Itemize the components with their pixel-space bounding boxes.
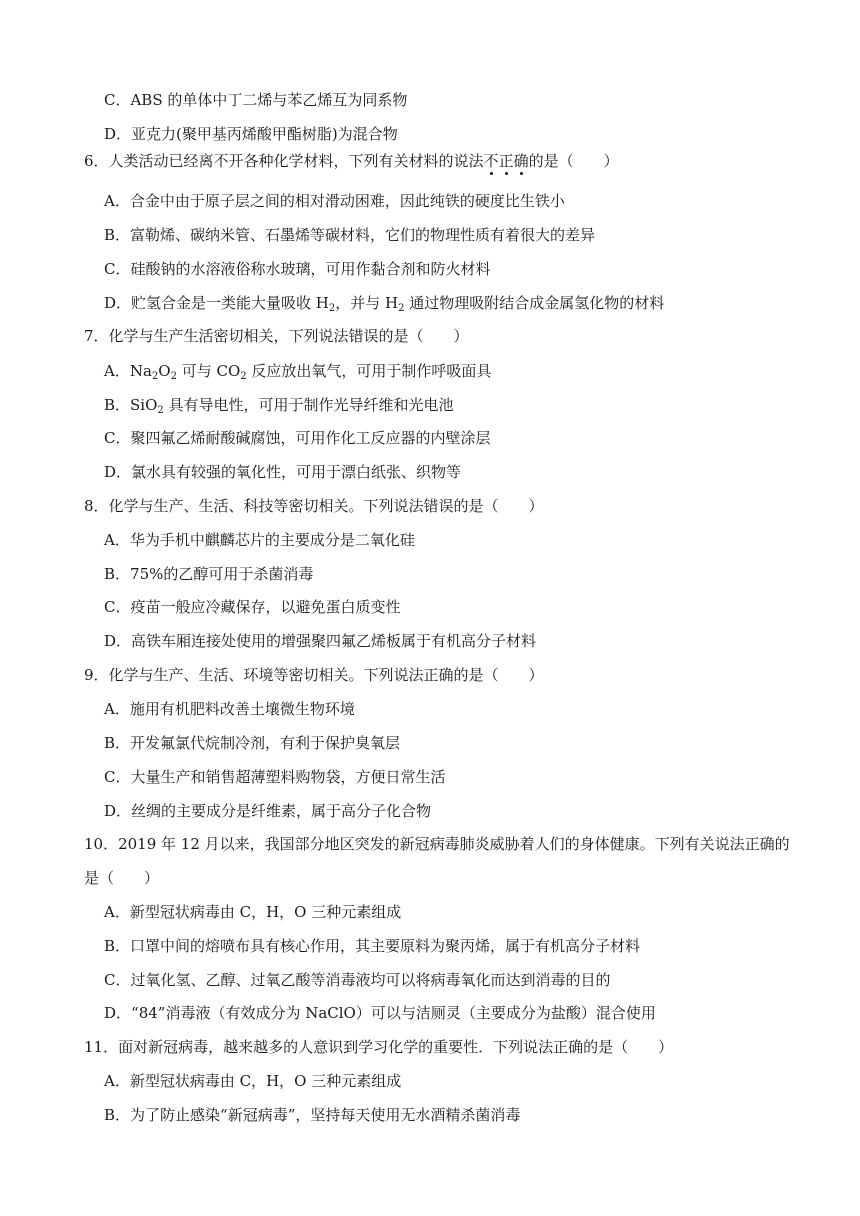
text-run: O xyxy=(158,362,171,380)
option-6b: B．富勒烯、碳纳米管、石墨烯等碳材料，它们的物理性质有着很大的差异 xyxy=(104,226,596,244)
question-10: 10．2019 年 12 月以来，我国部分地区突发的新冠病毒肺炎威胁着人们的身体健康。下列有关说法正确的 xyxy=(84,835,790,853)
text-run: A．Na xyxy=(104,362,152,380)
emphasis-char: 确 xyxy=(513,152,529,170)
option-9b: B．开发氟氯代烷制冷剂，有利于保护臭氧层 xyxy=(104,734,401,752)
question-11: 11．面对新冠病毒，越来越多的人意识到学习化学的重要性．下列说法正确的是（ ） xyxy=(84,1038,674,1056)
option-7d: D．氯水具有较强的氧化性，可用于漂白纸张、织物等 xyxy=(104,463,462,481)
option-10b: B．口罩中间的熔喷布具有核心作用，其主要原料为聚丙烯，属于有机高分子材料 xyxy=(104,937,641,955)
subscript: 2 xyxy=(151,371,159,382)
text-run: 可与 CO xyxy=(176,362,241,380)
subscript: 2 xyxy=(328,303,336,314)
option-8a: A．华为手机中麒麟芯片的主要成分是二氧化硅 xyxy=(104,531,415,549)
text-run: D．贮氢合金是一类能大量吸收 H xyxy=(104,294,329,312)
question-6-tail: 的是（ ） xyxy=(528,152,619,170)
text-run: 反应放出氧气，可用于制作呼吸面具 xyxy=(246,362,492,380)
question-7: 7．化学与生产生活密切相关，下列说法错误的是（ ） xyxy=(84,327,469,345)
option-11b: B．为了防止感染“新冠病毒”，坚持每天使用无水酒精杀菌消毒 xyxy=(104,1106,521,1124)
text-run: B．SiO xyxy=(104,396,158,414)
option-9a: A．施用有机肥料改善土壤微生物环境 xyxy=(104,700,355,718)
question-6 xyxy=(84,151,619,171)
option-6c: C．硅酸钠的水溶液俗称水玻璃，可用作黏合剂和防火材料 xyxy=(104,260,491,278)
text-run: 通过物理吸附结合成金属氢化物的材料 xyxy=(404,294,665,312)
question-6-text: 6．人类活动已经离不开各种化学材料，下列有关材料的说法 xyxy=(84,152,484,170)
question-9: 9．化学与生产、生活、环境等密切相关。下列说法正确的是（ ） xyxy=(84,666,544,684)
option-10c: C．过氧化氢、乙醇、过氧乙酸等消毒液均可以将病毒氧化而达到消毒的目的 xyxy=(104,971,611,989)
subscript: 2 xyxy=(398,303,405,314)
option-10a: A．新型冠状病毒由 C，H，O 三种元素组成 xyxy=(104,903,402,921)
option-5c: C．ABS 的单体中丁二烯与苯乙烯互为同系物 xyxy=(104,91,408,109)
option-8b: B．75%的乙醇可用于杀菌消毒 xyxy=(104,565,314,583)
option-8d: D．高铁车厢连接处使用的增强聚四氟乙烯板属于有机高分子材料 xyxy=(104,632,537,650)
text-run: 具有导电性，可用于制作光导纤维和光电池 xyxy=(163,396,454,414)
subscript: 2 xyxy=(170,371,177,382)
text-run: ，并与 H xyxy=(335,294,399,312)
emphasis-char: 正 xyxy=(498,152,514,170)
subscript: 2 xyxy=(157,405,164,416)
option-7a xyxy=(104,361,491,381)
option-5d: D．亚克力(聚甲基丙烯酸甲酯树脂)为混合物 xyxy=(104,125,398,143)
subscript: 2 xyxy=(240,371,247,382)
emphasis-char: 不 xyxy=(483,152,499,170)
option-6d xyxy=(104,293,664,313)
emphasis-not-correct xyxy=(484,152,529,170)
question-10-continuation: 是（ ） xyxy=(84,869,160,887)
option-9c: C．大量生产和销售超薄塑料购物袋，方便日常生活 xyxy=(104,768,446,786)
option-8c: C．疫苗一般应冷藏保存，以避免蛋白质变性 xyxy=(104,598,401,616)
option-6a: A．合金中由于原子层之间的相对滑动困难，因此纯铁的硬度比生铁小 xyxy=(104,192,565,210)
option-9d: D．丝绸的主要成分是纤维素，属于高分子化合物 xyxy=(104,802,432,820)
option-7c: C．聚四氟乙烯耐酸碱腐蚀，可用作化工反应器的内壁涂层 xyxy=(104,429,491,447)
option-7b xyxy=(104,395,454,415)
option-10d: D．“84”消毒液（有效成分为 NaClO）可以与洁厕灵（主要成分为盐酸）混合使用 xyxy=(104,1004,656,1022)
question-8: 8．化学与生产、生活、科技等密切相关。下列说法错误的是（ ） xyxy=(84,497,544,515)
option-11a: A．新型冠状病毒由 C，H，O 三种元素组成 xyxy=(104,1072,402,1090)
